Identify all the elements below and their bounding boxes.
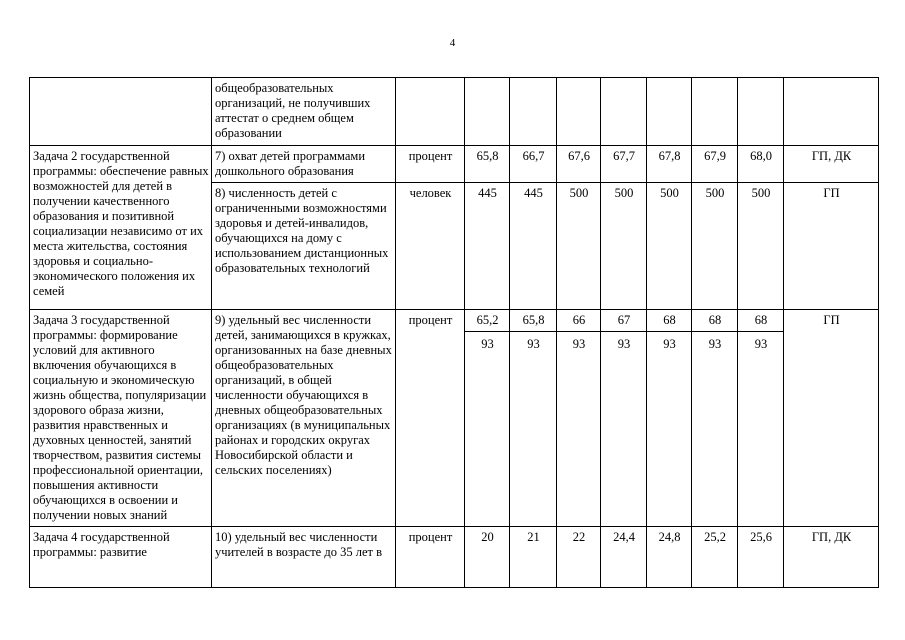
task-cell: Задача 2 государственной программы: обеспечение равных возможностей для детей в получении качественного образования и позитивной социализации независимо от их места жительства, состояния здоровья и социально-экономического положения их семей [30,146,212,310]
value-cell: 93 [692,332,738,527]
indicator-cell: 7) охват детей программами дошкольного образования [212,146,396,183]
value-cell [601,78,647,146]
value-cell: 93 [510,332,557,527]
value-cell: 67,6 [557,146,601,183]
task-cell [30,78,212,146]
value-cell: 20 [465,527,510,588]
responsible-cell: ГП, ДК [784,527,879,588]
value-cell: 65,2 [465,310,510,332]
value-cell: 25,6 [738,527,784,588]
value-cell: 68 [738,310,784,332]
value-cell: 68,0 [738,146,784,183]
unit-cell: процент [396,146,465,183]
unit-cell: процент [396,310,465,527]
value-cell [557,78,601,146]
value-cell: 24,4 [601,527,647,588]
indicator-cell: 9) удельный вес численности детей, занимающихся в кружках, организованных на базе дневных общеобразовательных организаций, в общей численности обучающихся в дневных общеобразовательных организациях (в муниципальных районах и городских округах Новосибирской области и сельских поселениях) [212,310,396,527]
value-cell: 93 [738,332,784,527]
value-cell: 65,8 [510,310,557,332]
value-cell: 500 [557,183,601,310]
indicator-cell: 8) численность детей с ограниченными возможностями здоровья и детей-инвалидов, обучающихся на дому с использованием дистанционных образовательных технологий [212,183,396,310]
table-row [30,78,879,146]
indicators-table [29,77,879,588]
value-cell: 93 [557,332,601,527]
unit-cell: человек [396,183,465,310]
value-cell: 500 [738,183,784,310]
value-cell: 67,9 [692,146,738,183]
value-cell [738,78,784,146]
responsible-cell [784,78,879,146]
value-cell: 21 [510,527,557,588]
responsible-cell: ГП, ДК [784,146,879,183]
indicator-cell: общеобразовательных организаций, не получивших аттестат о среднем общем образовании [212,78,396,146]
responsible-cell: ГП [784,183,879,310]
value-cell: 67,8 [647,146,692,183]
table-row [30,146,879,183]
value-cell: 67,7 [601,146,647,183]
value-cell [465,78,510,146]
value-cell: 93 [465,332,510,527]
value-cell: 24,8 [647,527,692,588]
value-cell: 25,2 [692,527,738,588]
value-cell [647,78,692,146]
value-cell: 93 [601,332,647,527]
value-cell [510,78,557,146]
page-number: 4 [449,37,456,49]
value-cell: 67 [601,310,647,332]
value-cell: 93 [647,332,692,527]
value-cell: 500 [692,183,738,310]
value-cell: 68 [692,310,738,332]
value-cell: 445 [465,183,510,310]
value-cell: 445 [510,183,557,310]
indicator-cell: 10) удельный вес численности учителей в возрасте до 35 лет в [212,527,396,588]
value-cell: 65,8 [465,146,510,183]
task-cell: Задача 4 государственной программы: развитие [30,527,212,588]
table-row [30,527,879,588]
value-cell: 22 [557,527,601,588]
value-cell: 66 [557,310,601,332]
value-cell: 66,7 [510,146,557,183]
table-row [30,310,879,332]
unit-cell [396,78,465,146]
task-cell: Задача 3 государственной программы: формирование условий для активного включения обучающихся в социальную и экономическую жизнь общества, популяризации здорового образа жизни, развития нравственных и духовных ценностей, занятий творчеством, развития системы профессиональной ориентации, повышения активности обучающихся в освоении и получении новых знаний [30,310,212,527]
unit-cell: процент [396,527,465,588]
value-cell: 500 [601,183,647,310]
responsible-cell: ГП [784,310,879,527]
value-cell: 68 [647,310,692,332]
value-cell [692,78,738,146]
value-cell: 500 [647,183,692,310]
